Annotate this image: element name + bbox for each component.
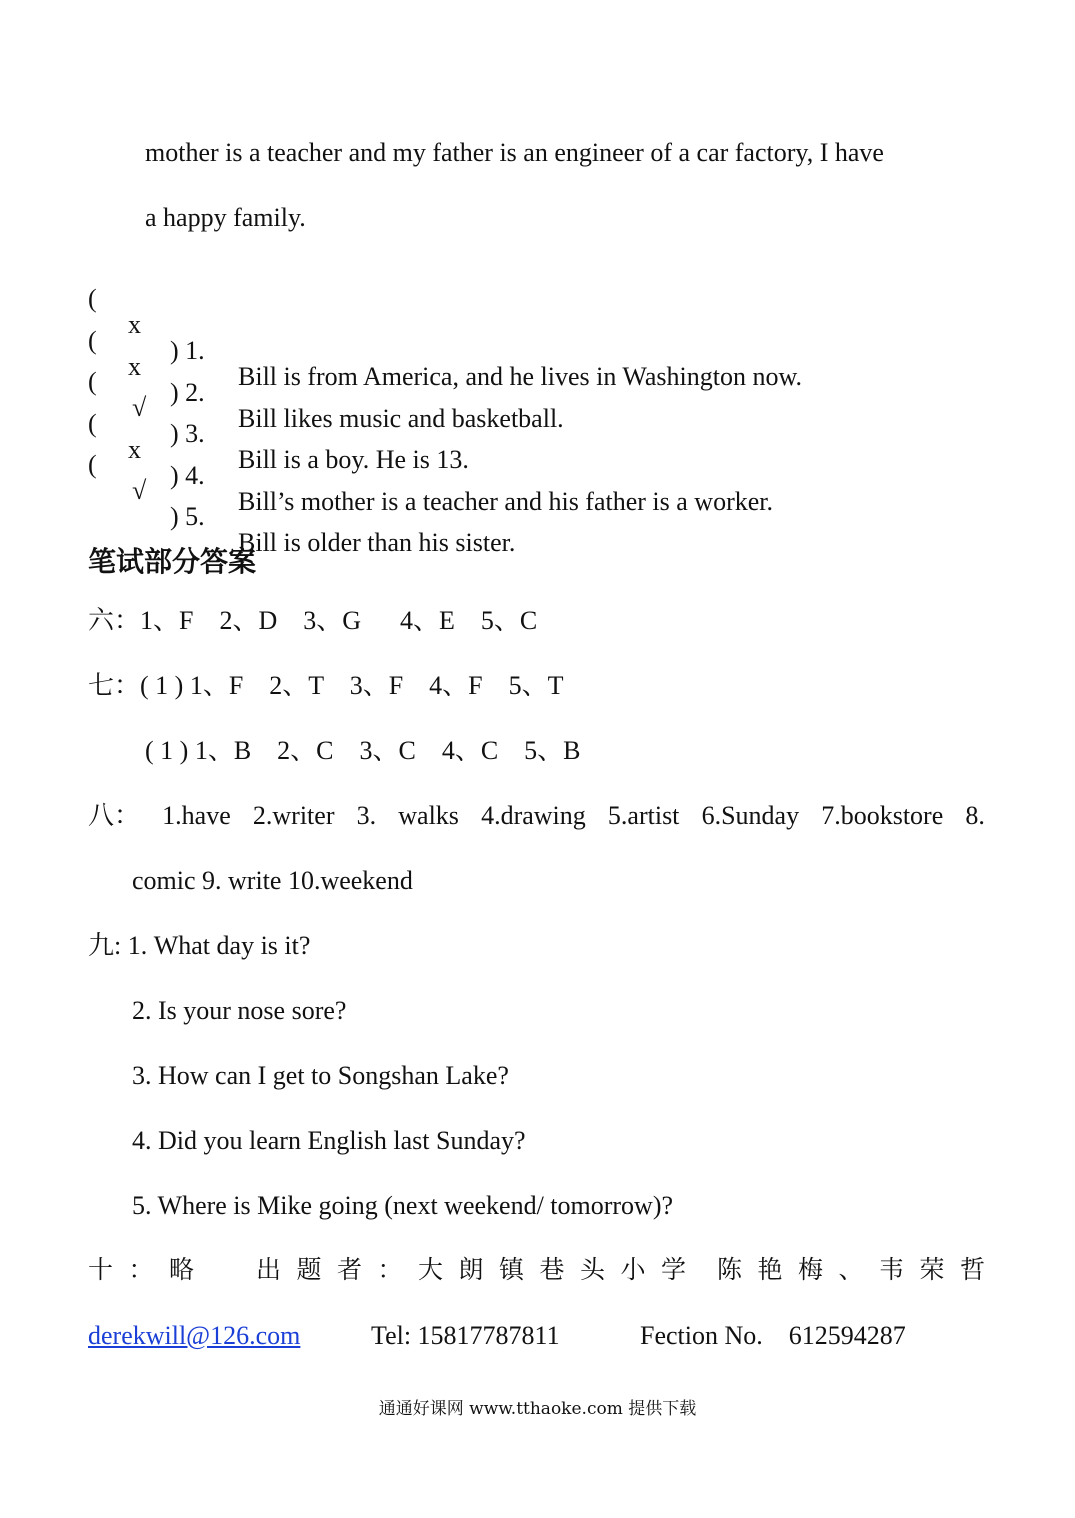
ten-char: 哲 — [959, 1255, 985, 1284]
answer-seven-1: 七：( 1 ) 1、F 2、T 3、F 4、F 5、T — [88, 671, 564, 700]
ten-char: 巷 — [539, 1255, 565, 1284]
email-link[interactable]: derekwill@126.com — [88, 1321, 301, 1350]
answer-mark: x — [128, 352, 141, 381]
ten-char: 学 — [660, 1255, 686, 1284]
answer-seven-2: ( 1 ) 1、B 2、C 3、C 4、C 5、B — [145, 736, 581, 765]
statement-text: Bill is from America, and he lives in Washington now. — [238, 362, 803, 391]
answer-six: 六：1、F 2、D 3、G 4、E 5、C — [88, 606, 538, 635]
eight-item: 4.drawing — [481, 801, 586, 830]
ten-char: 十 — [88, 1255, 114, 1284]
ten-char: ： — [128, 1255, 154, 1284]
eight-item: 7.bookstore — [821, 801, 944, 830]
statement-text: Bill is older than his sister. — [238, 528, 516, 557]
ten-char: 小 — [620, 1255, 646, 1284]
paren-open: ( — [88, 284, 97, 313]
eight-item: 2.writer — [252, 801, 335, 830]
ten-char: 大 — [417, 1255, 443, 1284]
answer-nine-2: 2. Is your nose sore? — [132, 996, 347, 1025]
answer-mark: x — [128, 435, 141, 464]
paren-open: ( — [88, 326, 97, 355]
ten-char: 朗 — [458, 1255, 484, 1284]
ten-char: 镇 — [498, 1255, 524, 1284]
statement-text: Bill likes music and basketball. — [238, 404, 564, 433]
ten-char: 韦 — [878, 1255, 904, 1284]
ten-char: 题 — [296, 1255, 322, 1284]
eight-item: 8. — [965, 801, 985, 830]
eight-item: 3. — [356, 801, 377, 830]
paren-open: ( — [88, 409, 97, 438]
answer-mark: √ — [132, 476, 147, 505]
section-heading: 笔试部分答案 — [88, 545, 257, 578]
ten-char: 、 — [838, 1255, 864, 1284]
answer-mark: x — [128, 310, 141, 339]
paren-open: ( — [88, 367, 97, 396]
ten-char: 出 — [255, 1255, 281, 1284]
answer-ten — [88, 1257, 985, 1282]
paren-open: ( — [88, 450, 97, 479]
question-number: ) 5. — [170, 502, 205, 531]
question-number: ) 2. — [170, 378, 205, 407]
passage-line-1: mother is a teacher and my father is an engineer of a car factory, I have — [145, 138, 884, 167]
answer-nine-1: 九: 1. What day is it? — [88, 931, 311, 960]
question-number: ) 1. — [170, 336, 205, 365]
eight-label: 八： — [88, 801, 141, 830]
ten-char: 荣 — [919, 1255, 945, 1284]
answer-mark: √ — [132, 393, 147, 422]
ten-char: 头 — [579, 1255, 605, 1284]
ten-char: 者 — [336, 1255, 362, 1284]
passage-line-2: a happy family. — [145, 203, 306, 232]
ten-char: 梅 — [797, 1255, 823, 1284]
fection-text: Fection No. 612594287 — [640, 1321, 906, 1350]
answer-eight-cont: comic 9. write 10.weekend — [132, 866, 413, 895]
answer-nine-3: 3. How can I get to Songshan Lake? — [132, 1061, 509, 1090]
ten-char: 艳 — [757, 1255, 783, 1284]
eight-item: 5.artist — [607, 801, 680, 830]
eight-item: walks — [398, 801, 459, 830]
answer-nine-5: 5. Where is Mike going (next weekend/ tomorrow)? — [132, 1191, 674, 1220]
question-number: ) 3. — [170, 419, 205, 448]
answer-eight — [88, 803, 985, 829]
eight-item: 1.have — [162, 801, 231, 830]
tel-text: Tel: 15817787811 — [371, 1321, 560, 1350]
answer-nine-4: 4. Did you learn English last Sunday? — [132, 1126, 526, 1155]
statement-text: Bill is a boy. He is 13. — [238, 445, 469, 474]
question-number: ) 4. — [170, 461, 205, 490]
ten-char: 略 — [169, 1255, 195, 1284]
eight-item: 6.Sunday — [701, 801, 800, 830]
page-footer: 通通好课网 www.tthaoke.com 提供下载 — [378, 1399, 697, 1419]
ten-char: ： — [377, 1255, 403, 1284]
statement-text: Bill’s mother is a teacher and his father is a worker. — [238, 487, 774, 516]
ten-char: 陈 — [716, 1255, 742, 1284]
